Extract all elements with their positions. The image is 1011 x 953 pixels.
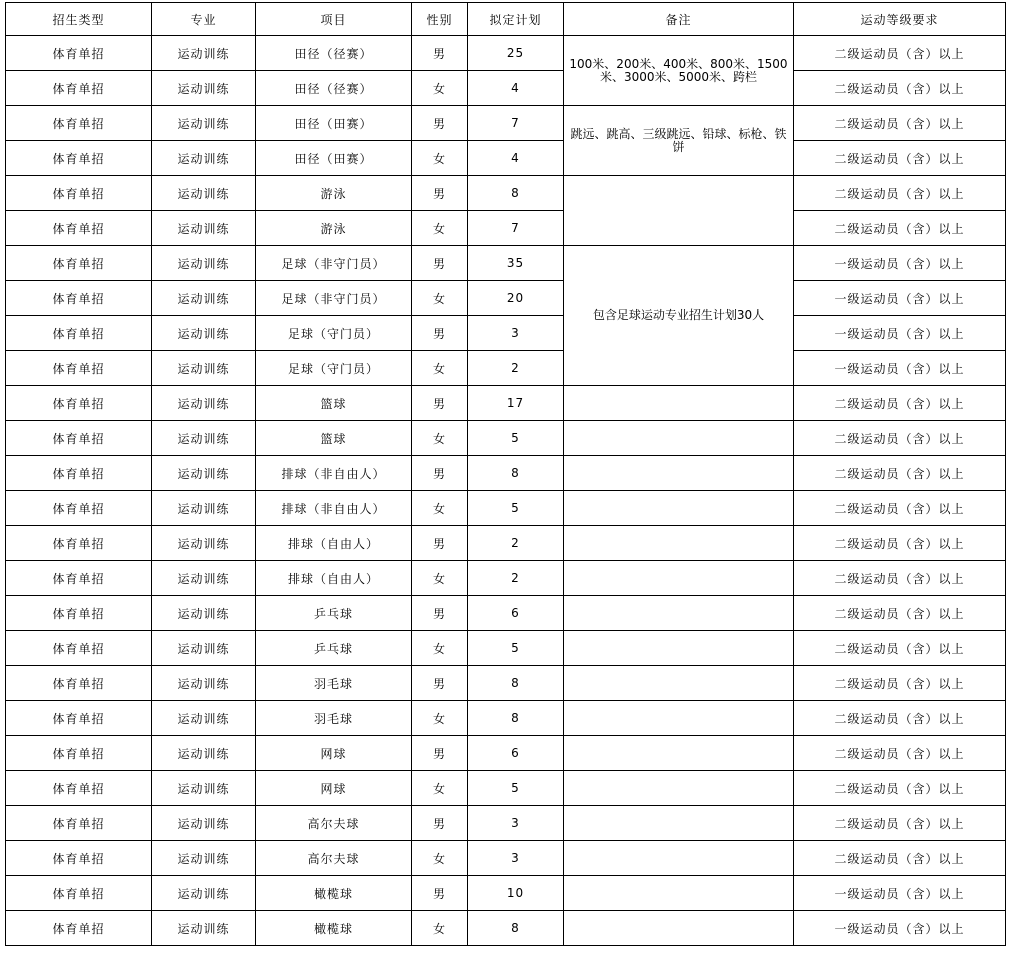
cell-planned-quota: 8 bbox=[468, 701, 564, 736]
cell-planned-quota: 4 bbox=[468, 141, 564, 176]
cell-gender: 男 bbox=[412, 246, 468, 281]
table-row bbox=[6, 421, 1006, 456]
cell-athlete-level: 二级运动员（含）以上 bbox=[794, 106, 1006, 141]
cell-athlete-level: 二级运动员（含）以上 bbox=[794, 526, 1006, 561]
table-row bbox=[6, 491, 1006, 526]
header-athlete-level: 运动等级要求 bbox=[794, 3, 1006, 36]
table-row bbox=[6, 71, 1006, 106]
cell-gender: 男 bbox=[412, 526, 468, 561]
cell-athlete-level: 二级运动员（含）以上 bbox=[794, 596, 1006, 631]
cell-athlete-level: 二级运动员（含）以上 bbox=[794, 736, 1006, 771]
cell-item: 足球（守门员） bbox=[256, 316, 412, 351]
cell-athlete-level: 一级运动员（含）以上 bbox=[794, 911, 1006, 946]
cell-major: 运动训练 bbox=[152, 526, 256, 561]
cell-item: 排球（非自由人） bbox=[256, 491, 412, 526]
cell-item: 橄榄球 bbox=[256, 876, 412, 911]
header-remarks: 备注 bbox=[564, 3, 794, 36]
cell-athlete-level: 一级运动员（含）以上 bbox=[794, 281, 1006, 316]
cell-athlete-level: 二级运动员（含）以上 bbox=[794, 666, 1006, 701]
table-row bbox=[6, 106, 1006, 141]
header-row bbox=[6, 3, 1006, 36]
cell-gender: 女 bbox=[412, 911, 468, 946]
cell-athlete-level: 二级运动员（含）以上 bbox=[794, 421, 1006, 456]
cell-major: 运动训练 bbox=[152, 421, 256, 456]
cell-remarks bbox=[564, 666, 794, 701]
cell-item: 田径（田赛） bbox=[256, 141, 412, 176]
cell-major: 运动训练 bbox=[152, 666, 256, 701]
cell-major: 运动训练 bbox=[152, 806, 256, 841]
cell-athlete-level: 二级运动员（含）以上 bbox=[794, 456, 1006, 491]
table-row bbox=[6, 456, 1006, 491]
cell-gender: 女 bbox=[412, 701, 468, 736]
cell-gender: 女 bbox=[412, 491, 468, 526]
cell-planned-quota: 20 bbox=[468, 281, 564, 316]
cell-enrollment-type: 体育单招 bbox=[6, 701, 152, 736]
cell-enrollment-type: 体育单招 bbox=[6, 911, 152, 946]
cell-athlete-level: 二级运动员（含）以上 bbox=[794, 771, 1006, 806]
cell-major: 运动训练 bbox=[152, 351, 256, 386]
table-row bbox=[6, 806, 1006, 841]
cell-enrollment-type: 体育单招 bbox=[6, 141, 152, 176]
cell-item: 篮球 bbox=[256, 421, 412, 456]
cell-major: 运动训练 bbox=[152, 771, 256, 806]
cell-gender: 男 bbox=[412, 876, 468, 911]
cell-planned-quota: 8 bbox=[468, 911, 564, 946]
cell-planned-quota: 8 bbox=[468, 666, 564, 701]
cell-athlete-level: 二级运动员（含）以上 bbox=[794, 491, 1006, 526]
cell-planned-quota: 4 bbox=[468, 71, 564, 106]
cell-item: 篮球 bbox=[256, 386, 412, 421]
cell-major: 运动训练 bbox=[152, 841, 256, 876]
cell-enrollment-type: 体育单招 bbox=[6, 316, 152, 351]
cell-remarks bbox=[564, 561, 794, 596]
cell-remarks bbox=[564, 876, 794, 911]
cell-athlete-level: 二级运动员（含）以上 bbox=[794, 176, 1006, 211]
table-row bbox=[6, 211, 1006, 246]
table-row bbox=[6, 911, 1006, 946]
cell-athlete-level: 二级运动员（含）以上 bbox=[794, 701, 1006, 736]
cell-item: 田径（径赛） bbox=[256, 36, 412, 71]
cell-gender: 女 bbox=[412, 351, 468, 386]
cell-athlete-level: 二级运动员（含）以上 bbox=[794, 71, 1006, 106]
header-gender: 性别 bbox=[412, 3, 468, 36]
cell-item: 乒乓球 bbox=[256, 596, 412, 631]
cell-planned-quota: 3 bbox=[468, 841, 564, 876]
cell-gender: 女 bbox=[412, 421, 468, 456]
cell-remarks: 包含足球运动专业招生计划30人 bbox=[564, 246, 794, 386]
cell-enrollment-type: 体育单招 bbox=[6, 771, 152, 806]
cell-remarks bbox=[564, 526, 794, 561]
cell-planned-quota: 5 bbox=[468, 491, 564, 526]
cell-major: 运动训练 bbox=[152, 106, 256, 141]
cell-major: 运动训练 bbox=[152, 141, 256, 176]
cell-enrollment-type: 体育单招 bbox=[6, 491, 152, 526]
cell-athlete-level: 二级运动员（含）以上 bbox=[794, 631, 1006, 666]
cell-remarks bbox=[564, 421, 794, 456]
cell-gender: 男 bbox=[412, 316, 468, 351]
cell-major: 运动训练 bbox=[152, 911, 256, 946]
cell-enrollment-type: 体育单招 bbox=[6, 666, 152, 701]
cell-planned-quota: 10 bbox=[468, 876, 564, 911]
cell-planned-quota: 35 bbox=[468, 246, 564, 281]
cell-gender: 女 bbox=[412, 561, 468, 596]
cell-athlete-level: 二级运动员（含）以上 bbox=[794, 841, 1006, 876]
cell-enrollment-type: 体育单招 bbox=[6, 281, 152, 316]
table-row bbox=[6, 316, 1006, 351]
table-row bbox=[6, 176, 1006, 211]
cell-athlete-level: 二级运动员（含）以上 bbox=[794, 561, 1006, 596]
cell-enrollment-type: 体育单招 bbox=[6, 456, 152, 491]
cell-major: 运动训练 bbox=[152, 701, 256, 736]
cell-major: 运动训练 bbox=[152, 176, 256, 211]
cell-item: 田径（田赛） bbox=[256, 106, 412, 141]
cell-enrollment-type: 体育单招 bbox=[6, 351, 152, 386]
cell-major: 运动训练 bbox=[152, 596, 256, 631]
cell-item: 足球（非守门员） bbox=[256, 281, 412, 316]
cell-item: 高尔夫球 bbox=[256, 841, 412, 876]
header-item: 项目 bbox=[256, 3, 412, 36]
cell-planned-quota: 7 bbox=[468, 211, 564, 246]
cell-gender: 男 bbox=[412, 456, 468, 491]
cell-item: 田径（径赛） bbox=[256, 71, 412, 106]
cell-remarks bbox=[564, 596, 794, 631]
cell-major: 运动训练 bbox=[152, 561, 256, 596]
cell-gender: 女 bbox=[412, 71, 468, 106]
cell-item: 羽毛球 bbox=[256, 701, 412, 736]
cell-athlete-level: 二级运动员（含）以上 bbox=[794, 36, 1006, 71]
table-body bbox=[6, 36, 1006, 946]
cell-remarks bbox=[564, 386, 794, 421]
cell-item: 足球（非守门员） bbox=[256, 246, 412, 281]
enrollment-plan-table bbox=[5, 2, 1006, 946]
table-row bbox=[6, 36, 1006, 71]
cell-planned-quota: 6 bbox=[468, 596, 564, 631]
table-row bbox=[6, 701, 1006, 736]
header-planned-quota: 拟定计划 bbox=[468, 3, 564, 36]
cell-remarks bbox=[564, 911, 794, 946]
cell-major: 运动训练 bbox=[152, 736, 256, 771]
cell-major: 运动训练 bbox=[152, 386, 256, 421]
cell-gender: 女 bbox=[412, 141, 468, 176]
table-row bbox=[6, 596, 1006, 631]
table-row bbox=[6, 631, 1006, 666]
cell-gender: 女 bbox=[412, 771, 468, 806]
cell-remarks bbox=[564, 736, 794, 771]
cell-enrollment-type: 体育单招 bbox=[6, 596, 152, 631]
cell-planned-quota: 7 bbox=[468, 106, 564, 141]
cell-gender: 男 bbox=[412, 806, 468, 841]
cell-enrollment-type: 体育单招 bbox=[6, 736, 152, 771]
cell-enrollment-type: 体育单招 bbox=[6, 561, 152, 596]
cell-item: 排球（自由人） bbox=[256, 561, 412, 596]
cell-enrollment-type: 体育单招 bbox=[6, 421, 152, 456]
cell-item: 橄榄球 bbox=[256, 911, 412, 946]
cell-major: 运动训练 bbox=[152, 246, 256, 281]
header-enrollment-type: 招生类型 bbox=[6, 3, 152, 36]
cell-enrollment-type: 体育单招 bbox=[6, 246, 152, 281]
cell-athlete-level: 二级运动员（含）以上 bbox=[794, 806, 1006, 841]
cell-gender: 男 bbox=[412, 596, 468, 631]
cell-enrollment-type: 体育单招 bbox=[6, 106, 152, 141]
cell-planned-quota: 2 bbox=[468, 526, 564, 561]
header-major: 专业 bbox=[152, 3, 256, 36]
cell-item: 网球 bbox=[256, 771, 412, 806]
cell-enrollment-type: 体育单招 bbox=[6, 176, 152, 211]
table-row bbox=[6, 526, 1006, 561]
table-row bbox=[6, 841, 1006, 876]
cell-planned-quota: 2 bbox=[468, 561, 564, 596]
cell-planned-quota: 2 bbox=[468, 351, 564, 386]
cell-remarks bbox=[564, 701, 794, 736]
cell-item: 足球（守门员） bbox=[256, 351, 412, 386]
cell-major: 运动训练 bbox=[152, 491, 256, 526]
cell-item: 排球（自由人） bbox=[256, 526, 412, 561]
cell-planned-quota: 8 bbox=[468, 456, 564, 491]
cell-item: 羽毛球 bbox=[256, 666, 412, 701]
cell-gender: 男 bbox=[412, 666, 468, 701]
cell-gender: 女 bbox=[412, 211, 468, 246]
cell-enrollment-type: 体育单招 bbox=[6, 526, 152, 561]
cell-item: 游泳 bbox=[256, 211, 412, 246]
cell-planned-quota: 5 bbox=[468, 631, 564, 666]
cell-enrollment-type: 体育单招 bbox=[6, 841, 152, 876]
cell-planned-quota: 6 bbox=[468, 736, 564, 771]
cell-planned-quota: 3 bbox=[468, 806, 564, 841]
table-row bbox=[6, 386, 1006, 421]
cell-athlete-level: 一级运动员（含）以上 bbox=[794, 316, 1006, 351]
table-row bbox=[6, 141, 1006, 176]
cell-gender: 女 bbox=[412, 631, 468, 666]
cell-remarks bbox=[564, 841, 794, 876]
cell-major: 运动训练 bbox=[152, 281, 256, 316]
cell-enrollment-type: 体育单招 bbox=[6, 71, 152, 106]
cell-planned-quota: 5 bbox=[468, 421, 564, 456]
cell-athlete-level: 一级运动员（含）以上 bbox=[794, 351, 1006, 386]
cell-athlete-level: 二级运动员（含）以上 bbox=[794, 141, 1006, 176]
table-row bbox=[6, 666, 1006, 701]
cell-major: 运动训练 bbox=[152, 631, 256, 666]
cell-major: 运动训练 bbox=[152, 211, 256, 246]
table-row bbox=[6, 281, 1006, 316]
cell-enrollment-type: 体育单招 bbox=[6, 36, 152, 71]
cell-enrollment-type: 体育单招 bbox=[6, 631, 152, 666]
table-row bbox=[6, 561, 1006, 596]
table-row bbox=[6, 876, 1006, 911]
table-row bbox=[6, 736, 1006, 771]
cell-major: 运动训练 bbox=[152, 71, 256, 106]
cell-item: 乒乓球 bbox=[256, 631, 412, 666]
table-row bbox=[6, 351, 1006, 386]
cell-remarks: 跳远、跳高、三级跳远、铅球、标枪、铁饼 bbox=[564, 106, 794, 176]
cell-item: 网球 bbox=[256, 736, 412, 771]
cell-gender: 女 bbox=[412, 281, 468, 316]
cell-gender: 男 bbox=[412, 106, 468, 141]
cell-athlete-level: 一级运动员（含）以上 bbox=[794, 876, 1006, 911]
cell-major: 运动训练 bbox=[152, 456, 256, 491]
cell-remarks bbox=[564, 176, 794, 246]
cell-enrollment-type: 体育单招 bbox=[6, 806, 152, 841]
cell-major: 运动训练 bbox=[152, 876, 256, 911]
cell-enrollment-type: 体育单招 bbox=[6, 211, 152, 246]
cell-planned-quota: 3 bbox=[468, 316, 564, 351]
cell-planned-quota: 5 bbox=[468, 771, 564, 806]
cell-item: 高尔夫球 bbox=[256, 806, 412, 841]
cell-gender: 男 bbox=[412, 176, 468, 211]
table-row bbox=[6, 246, 1006, 281]
cell-athlete-level: 一级运动员（含）以上 bbox=[794, 246, 1006, 281]
cell-gender: 男 bbox=[412, 736, 468, 771]
cell-major: 运动训练 bbox=[152, 316, 256, 351]
cell-athlete-level: 二级运动员（含）以上 bbox=[794, 386, 1006, 421]
cell-enrollment-type: 体育单招 bbox=[6, 386, 152, 421]
cell-major: 运动训练 bbox=[152, 36, 256, 71]
cell-gender: 女 bbox=[412, 841, 468, 876]
cell-remarks bbox=[564, 771, 794, 806]
cell-item: 游泳 bbox=[256, 176, 412, 211]
cell-gender: 男 bbox=[412, 36, 468, 71]
cell-enrollment-type: 体育单招 bbox=[6, 876, 152, 911]
cell-planned-quota: 25 bbox=[468, 36, 564, 71]
cell-planned-quota: 8 bbox=[468, 176, 564, 211]
cell-athlete-level: 二级运动员（含）以上 bbox=[794, 211, 1006, 246]
cell-gender: 男 bbox=[412, 386, 468, 421]
table-row bbox=[6, 771, 1006, 806]
cell-remarks bbox=[564, 631, 794, 666]
cell-remarks: 100米、200米、400米、800米、1500米、3000米、5000米、跨栏 bbox=[564, 36, 794, 106]
cell-planned-quota: 17 bbox=[468, 386, 564, 421]
cell-item: 排球（非自由人） bbox=[256, 456, 412, 491]
cell-remarks bbox=[564, 806, 794, 841]
cell-remarks bbox=[564, 456, 794, 491]
cell-remarks bbox=[564, 491, 794, 526]
